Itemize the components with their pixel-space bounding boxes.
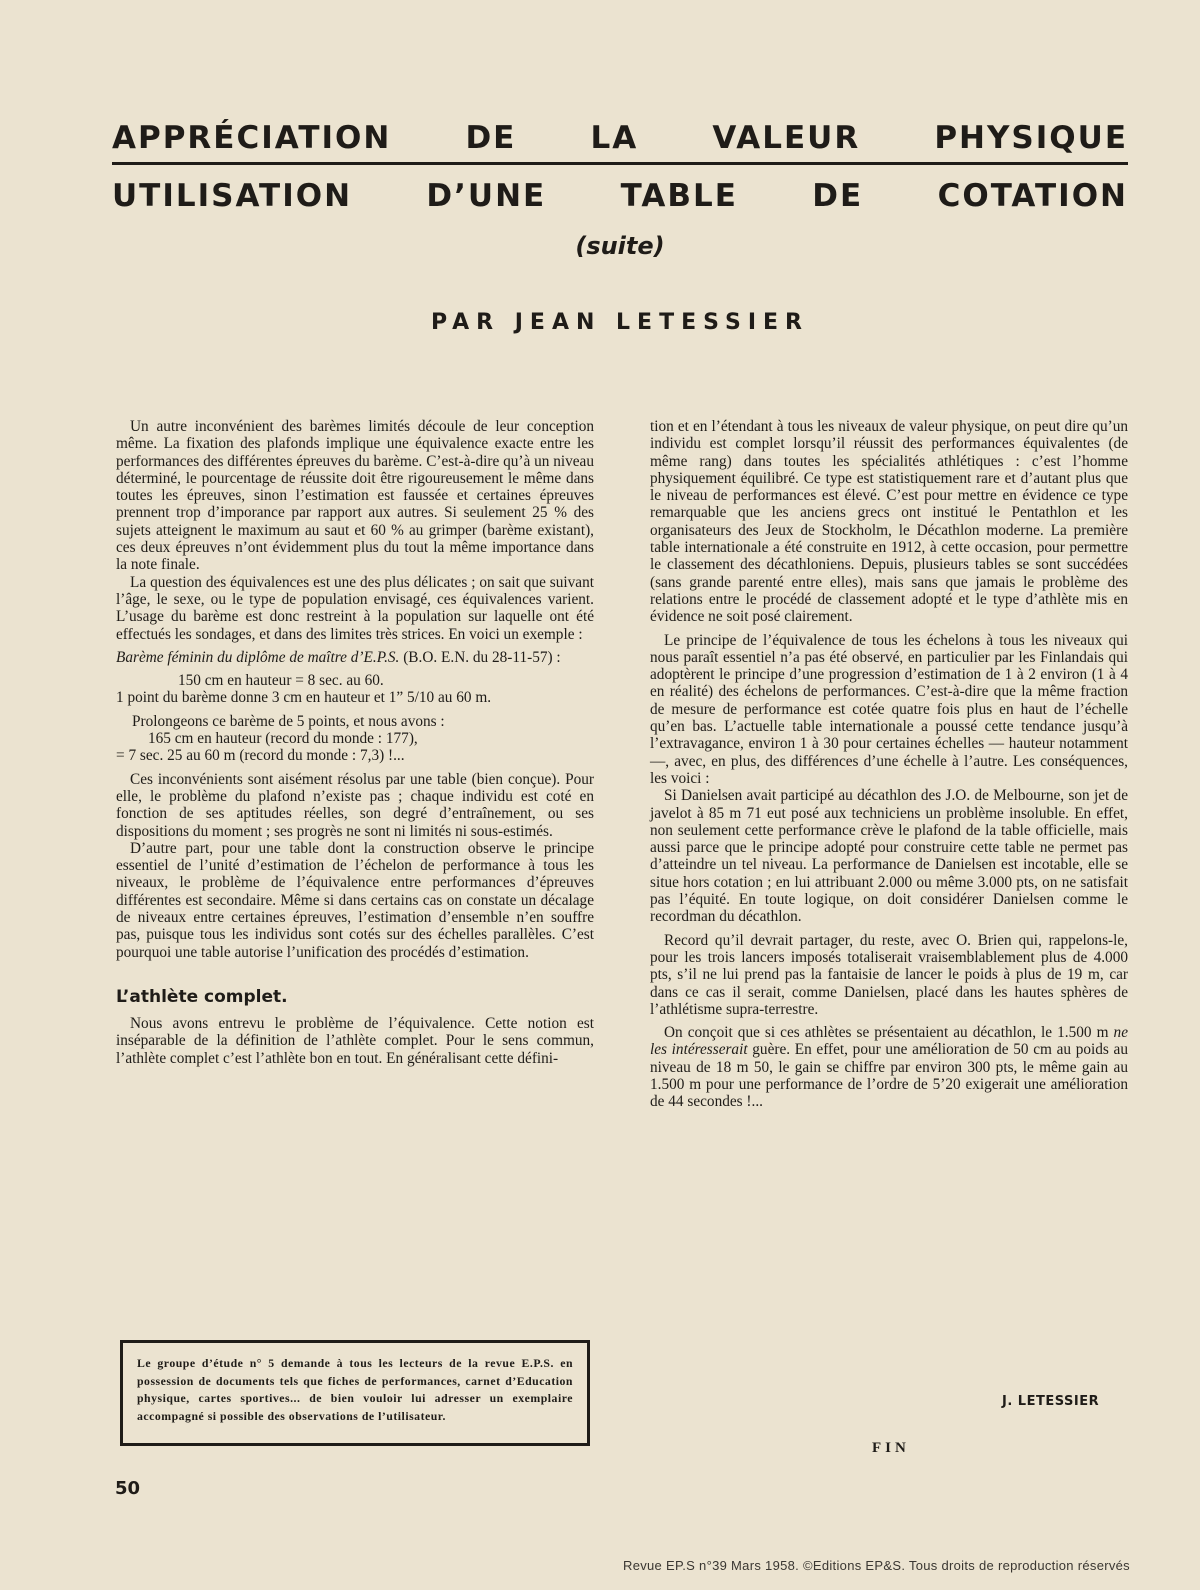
paragraph: D’autre part, pour une table dont la construction observe le principe essentiel de l’unité d’estimation de l’échelon de performance à tous les niveaux, le problème de l’équivalence entre performances d’épreuves différentes est secondaire. Même si dans certains cas on constate un décalage de niveaux entre certaines épreuves, l’estimation d’ensemble n’en souffre pas, puisque tous les individus sont cotés sur des échelles parallèles. C’est pourquoi une table autorise l’unification des procédés d’estimation. (116, 839, 594, 961)
paragraph: Le principe de l’équivalence de tous les échelons à tous les niveaux qui nous paraît essentiel n’a pas été observé, en particulier par les Finlandais qui adoptèrent le principe d’une progression d’estimation de 1 à 2 environ (1 à 4 en réalité) des échelons de performances. C’est-à-dire que la même fraction de mesure de performance est cotée quatre fois plus en haut de l’échelle qu’en bas. L’actuelle table internationale a poussé cette tendance jusqu’à l’extravagance, environ 1 à 30 pour certaines échelles — hauteur notamment —, avec, en plus, des différences d’une échelle à l’autre. Les conséquences, les voici : (650, 631, 1128, 787)
title-line-2: UTILISATION D’UNE TABLE DE COTATION (112, 178, 1128, 214)
notice-box: Le groupe d’étude n° 5 demande à tous les lecteurs de la revue E.P.S. en possession de documents tels que fiches de performances, carnet d’Education physique, cartes sportives... de bien vouloir lui adresser un exemplaire accompagné si possible des observations de l’utilisateur. (120, 1340, 590, 1446)
bareme-source: (B.O. E.N. du 28-11-57) : (403, 648, 561, 666)
paragraph: Record qu’il devrait partager, du reste, avec O. Brien qui, rappelons-le, pour les trois lancers imposés totaliserait vraisemblablement plus de 4.000 pts, s’il ne lui prend pas la fantaisie de lancer le poids à plus de 19 m, car dans ce cas il serait, comme Danielsen, placé dans les hautes sphères de l’athlétisme supra-terrestre. (650, 931, 1128, 1018)
paragraph: Si Danielsen avait participé au décathlon des J.O. de Melbourne, son jet de javelot à 85 m 71 eut posé aux techniciens un problème insoluble. En effet, non seulement cette performance crève le plafond de la table officielle, mais aussi parce que le principe adopté pour construire cette table ne permet pas d’atteindre un tel niveau. La performance de Danielsen est incotable, elle se situe hors cotation ; en lui attribuant 2.000 ou même 3.000 pts, on ne satisfait pas l’équité. En toute logique, on doit considérer Danielsen comme le recordman du décathlon. (650, 787, 1128, 926)
paragraph: La question des équivalences est une des plus délicates ; on sait que suivant l’âge, le sexe, ou le type de population envisagé, ces équivalences varient. L’usage du barème est donc restreint à la population sur laquelle ont été effectués les sondages, et dans des limites très strices. En voici un exemple : (116, 573, 594, 643)
byline: PAR JEAN LETESSIER (431, 310, 809, 335)
page-number: 50 (115, 1478, 141, 1499)
title-line-1: APPRÉCIATION DE LA VALEUR PHYSIQUE (112, 120, 1128, 156)
bareme-reference (116, 649, 594, 666)
point-line: 1 point du barème donne 3 cm en hauteur et 1” 5/10 au 60 m. (116, 689, 492, 707)
paragraph: tion et en l’étendant à tous les niveaux de valeur physique, on peut dire qu’un individu est complet lorsqu’il réussit des performances équivalentes (de même rang) dans toutes les spécialités athlétiques : c’est l’homme physiquement équilibré. Ce type est statistiquement rare et d’autant plus que le niveau de performances est élevé. C’est pour mettre en évidence ce type remarquable que les anciens grecs ont institué le Pentathlon et les organisateurs des Jeux de Stockholm, le Décathlon moderne. La première table internationale a été construite en 1912, à cette occasion, pour permettre le classement des décathloniens. Depuis, plusieurs tables se sont succédées (sans grande parenté entre elles), mais sans que jamais le problème des relations entre le procédé de classement adopté et le type d’athlète mis en évidence ne soit posé clairement. (650, 418, 1128, 626)
prolongation-line: = 7 sec. 25 au 60 m (record du monde : 7,3) !... (116, 747, 405, 765)
prolongation-line: Prolongeons ce barème de 5 points, et nous avons : (132, 712, 445, 730)
paragraph-text: On conçoit que si ces athlètes se présentaient au décathlon, le 1.500 m (664, 1024, 1114, 1042)
left-column (116, 418, 594, 1067)
paragraph: Nous avons entrevu le problème de l’équivalence. Cette notion est inséparable de la définition de l’athlète complet. Pour le sens commun, l’athlète complet c’est l’athlète bon en tout. En généralisant cette défini- (116, 1014, 594, 1067)
end-mark: FIN (872, 1440, 910, 1456)
right-column (650, 418, 1128, 1111)
paragraph (650, 1024, 1128, 1110)
title-divider (112, 162, 1128, 165)
paragraph: Ces inconvénients sont aisément résolus par une table (bien conçue). Pour elle, le problème du plafond n’existe pas ; chaque individu est coté en fonction de ses aptitudes réelles, son degré d’entraînement, ou ses dispositions du moment ; ses progrès ne sont ni limités ni sous-estimés. (116, 770, 594, 840)
formula: 150 cm en hauteur = 8 sec. au 60. (178, 672, 384, 690)
paragraph: Un autre inconvénient des barèmes limités découle de leur conception même. La fixation des plafonds implique une équivalence exacte entre les performances des différentes épreuves du barème. C’est-à-dire qu’à un niveau déterminé, le pourcentage de réussite doit être rigoureusement le même dans toutes les épreuves, sinon l’estimation est faussée et certaines épreuves prennent trop d’imporance par rapport aux autres. Si seulement 25 % des sujets atteignent le maximum au saut et 60 % au grimper (barème existant), ces deux épreuves n’ont évidemment plus du tout la même importance dans la note finale. (116, 418, 594, 574)
prolongation-line: 165 cm en hauteur (record du monde : 177), (148, 730, 418, 748)
subtitle: (suite) (575, 232, 665, 260)
emphasis-text: ne les intéresserait (650, 1024, 1128, 1059)
paragraph-text: guère. En effet, pour une amélioration de 50 cm au poids au niveau de 18 m 50, le gain se chiffre par environ 300 pts, le même gain au 1.500 m pour une performance de l’ordre de 5’20 exigerait une amélioration de 44 secondes !... (650, 1041, 1128, 1111)
author-signature: J. LETESSIER (1002, 1394, 1100, 1409)
section-heading: L’athlète complet. (116, 986, 288, 1007)
copyright-notice: Revue EP.S n°39 Mars 1958. ©Editions EP&S. Tous droits de reproduction réservés (623, 1558, 1130, 1573)
bareme-title: Barème féminin du diplôme de maître d’E.P.S. (116, 648, 400, 666)
